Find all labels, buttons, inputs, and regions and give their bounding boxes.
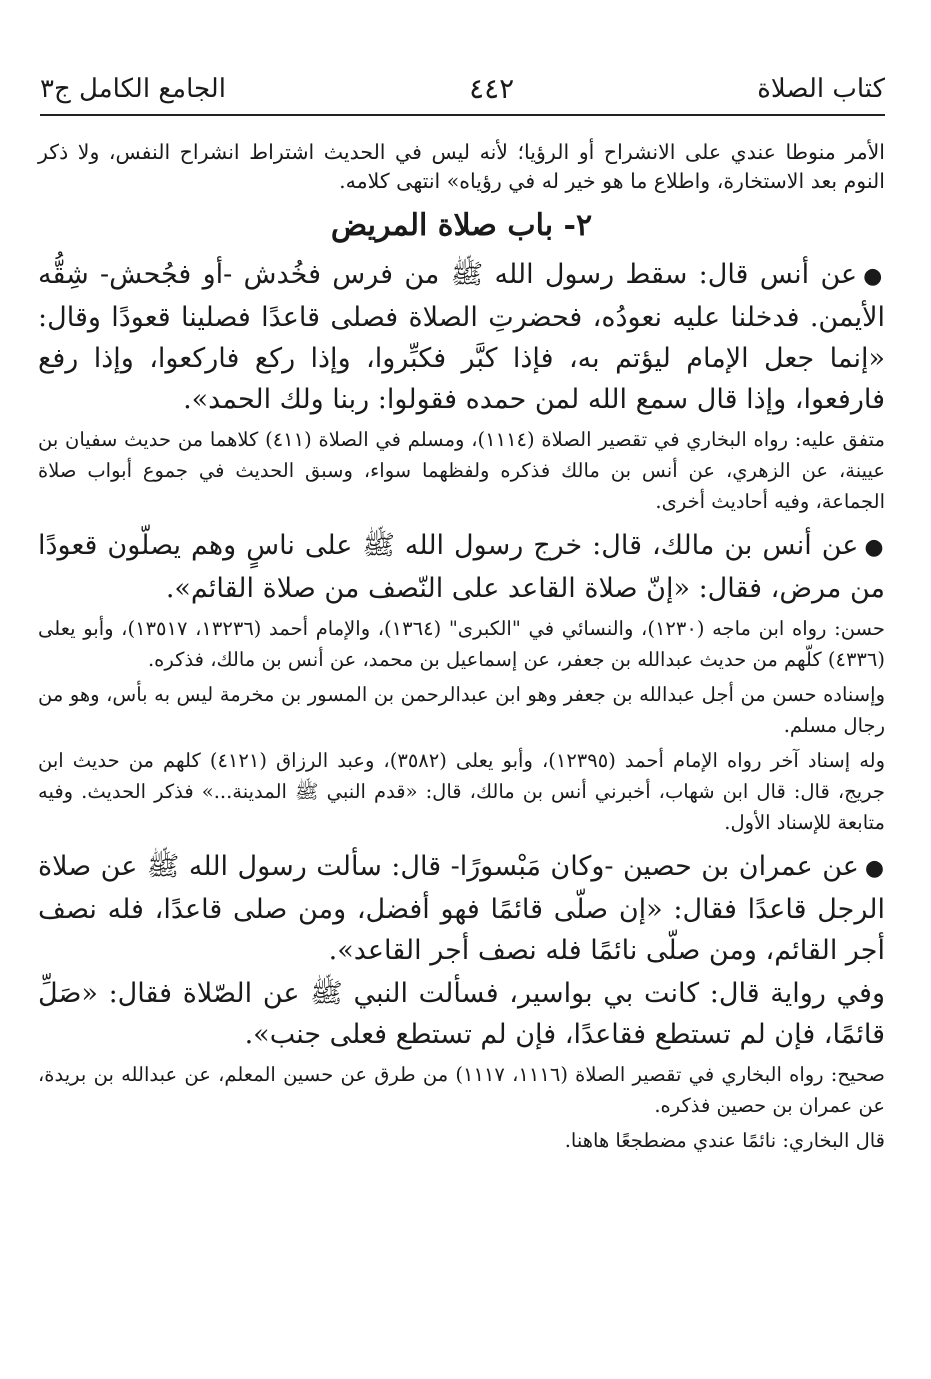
hadith-3 — [38, 846, 885, 971]
bullet-icon: ● — [863, 264, 885, 289]
page-body — [38, 138, 885, 1156]
note-3: وإسناده حسن من أجل عبدالله بن جعفر وهو ابن عبدالرحمن بن المسور بن مخرمة ليس به بأس، وهو من رجال مسلم. — [38, 683, 885, 737]
note-2: حسن: رواه ابن ماجه (١٢٣٠)، والنسائي في "الكبرى" (١٣٦٤)، والإمام أحمد (١٣٢٣٦، ١٣٥١٧)، وأبو يعلى (٤٣٣٦) كلّهم من حديث عبدالله بن جعفر، عن إسماعيل بن محمد، عن أنس بن مالك، فذكره. — [38, 617, 885, 671]
hadith-3-variant: وفي رواية قال: كانت بي بواسير، فسألت النبي ﷺ عن الصّلاة فقال: «صَلِّ قائمًا، فإن لم تستطع فقاعدًا، فإن لم تستطع فعلى جنب». — [38, 978, 885, 1050]
note-6: قال البخاري: نائمًا عندي مضطجعًا هاهنا. — [564, 1129, 885, 1152]
note-1: متفق عليه: رواه البخاري في تقصير الصلاة (١١١٤)، ومسلم في الصلاة (٤١١) كلاهما من حديث سفيان بن عيينة، عن الزهري، عن أنس بن مالك فذكره ولفظهما سواء، وسبق الحديث في جموع أبواب صلاة الجماعة، وفيه أحاديث أخرى. — [38, 428, 885, 513]
chapter-name: كتاب الصلاة — [757, 74, 885, 104]
page-header — [40, 64, 885, 116]
bullet-icon: ● — [864, 856, 886, 881]
hadith-3-text: عن عمران بن حصين -وكان مَبْسورًا- قال: سألت رسول الله ﷺ عن صلاة الرجل قاعدًا فقال: «إن صلّى قائمًا فهو أفضل، ومن صلى قاعدًا، فله نصف أجر القائم، ومن صلّى نائمًا فله نصف أجر القاعد». — [38, 851, 885, 966]
bullet-icon: ● — [864, 535, 885, 560]
intro-paragraph: الأمر منوطا عندي على الانشراح أو الرؤيا؛ لأنه ليس في الحديث اشتراط انشراح النفس، ولا ذكر النوم بعد الاستخارة، واطلاع ما هو خير له في رؤياه» انتهى كلامه. — [38, 140, 885, 193]
hadith-2-text: عن أنس بن مالك، قال: خرج رسول الله ﷺ على ناسٍ وهم يصلّون قعودًا من مرض، فقال: «إنّ صلاة القاعد على النّصف من صلاة القائم». — [38, 530, 885, 604]
hadith-1 — [38, 254, 885, 420]
book-name: الجامع الكامل ج٣ — [40, 74, 226, 104]
chapter-title: ٢- باب صلاة المريض — [330, 208, 593, 243]
note-4: وله إسناد آخر رواه الإمام أحمد (١٢٣٩٥)، وأبو يعلى (٣٥٨٢)، وعبد الرزاق (٤١٢١) كلهم من حديث ابن جريج، قال: قال ابن شهاب، أخبرني أنس بن مالك، قال: «قدم النبي ﷺ المدينة...» فذكر الحديث. وفيه متابعة للإسناد الأول. — [38, 749, 886, 834]
hadith-1-text: عن أنس قال: سقط رسول الله ﷺ من فرس فخُدش -أو فجُحش- شِقُّه الأيمن. فدخلنا عليه نعودُه، فحضرتِ الصلاة فصلى قاعدًا فصلينا قعودًا وقال: «إنما جعل الإمام ليؤتم به، فإذا كبَّر فكبِّروا، وإذا ركع فاركعوا، وإذا رفع فارفعوا، وإذا قال سمع الله لمن حمده فقولوا: ربنا ولك الحمد». — [38, 259, 885, 415]
page-number: ٤٤٢ — [469, 72, 515, 105]
hadith-2 — [38, 525, 885, 609]
note-5: صحيح: رواه البخاري في تقصير الصلاة (١١١٦، ١١١٧) من طرق عن حسين المعلم، عن عبدالله بن بريدة، عن عمران بن حصين فذكره. — [38, 1063, 885, 1117]
